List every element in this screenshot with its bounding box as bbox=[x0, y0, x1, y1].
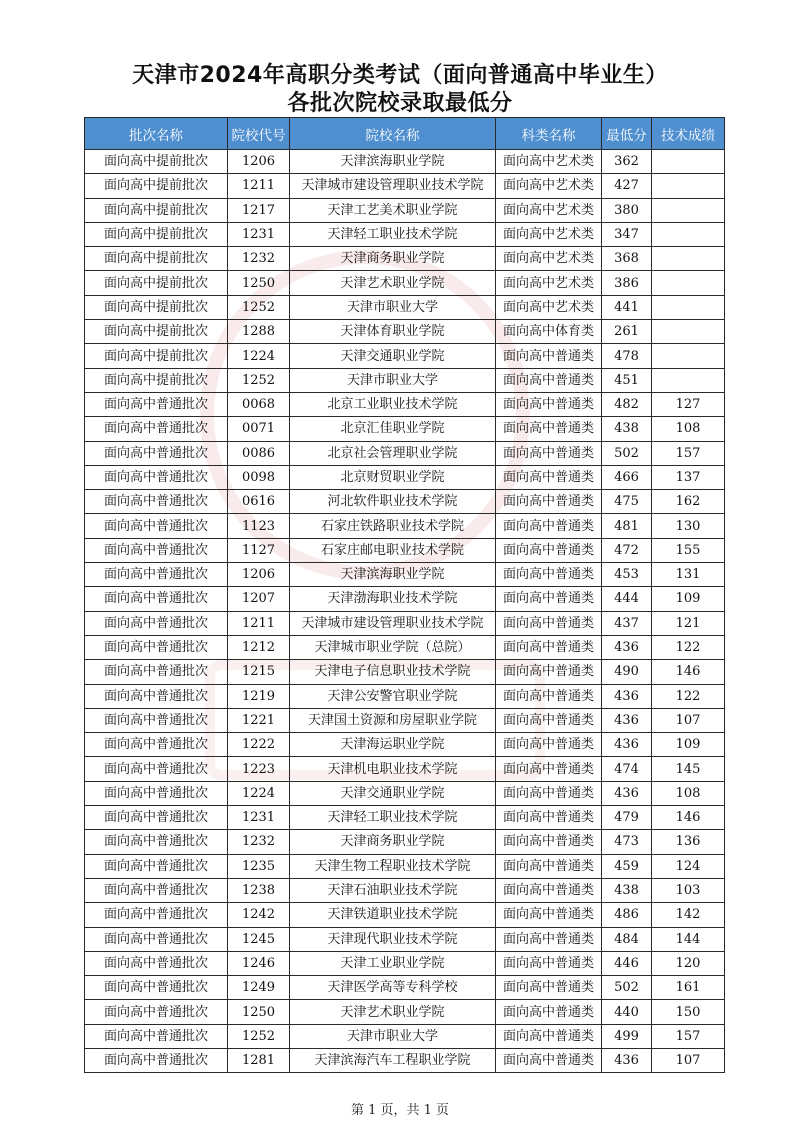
cell-school-code: 1238 bbox=[228, 878, 290, 902]
cell-min-score: 441 bbox=[602, 295, 652, 319]
cell-min-score: 440 bbox=[602, 1000, 652, 1024]
table-row bbox=[85, 295, 725, 319]
cell-school-code: 1288 bbox=[228, 320, 290, 344]
cell-category: 面向高中普通类 bbox=[496, 660, 602, 684]
cell-batch: 面向高中提前批次 bbox=[85, 344, 228, 368]
table-row bbox=[85, 781, 725, 805]
cell-school-code: 1232 bbox=[228, 830, 290, 854]
cell-tech-score: 120 bbox=[652, 951, 725, 975]
cell-tech-score bbox=[652, 271, 725, 295]
cell-min-score: 362 bbox=[602, 150, 652, 174]
cell-batch: 面向高中普通批次 bbox=[85, 563, 228, 587]
cell-school-name: 天津轻工职业技术学院 bbox=[290, 222, 496, 246]
cell-category: 面向高中普通类 bbox=[496, 830, 602, 854]
cell-tech-score: 124 bbox=[652, 854, 725, 878]
cell-tech-score: 145 bbox=[652, 757, 725, 781]
header-min-score: 最低分 bbox=[602, 118, 652, 150]
cell-category: 面向高中普通类 bbox=[496, 538, 602, 562]
table-row bbox=[85, 514, 725, 538]
cell-school-code: 1235 bbox=[228, 854, 290, 878]
cell-min-score: 436 bbox=[602, 733, 652, 757]
cell-tech-score bbox=[652, 174, 725, 198]
cell-category: 面向高中体育类 bbox=[496, 320, 602, 344]
cell-school-name: 天津艺术职业学院 bbox=[290, 1000, 496, 1024]
cell-min-score: 473 bbox=[602, 830, 652, 854]
cell-school-name: 河北软件职业技术学院 bbox=[290, 490, 496, 514]
cell-min-score: 380 bbox=[602, 198, 652, 222]
cell-school-name: 天津工业职业学院 bbox=[290, 951, 496, 975]
header-category: 科类名称 bbox=[496, 118, 602, 150]
table-row bbox=[85, 392, 725, 416]
cell-min-score: 438 bbox=[602, 417, 652, 441]
cell-category: 面向高中艺术类 bbox=[496, 271, 602, 295]
cell-min-score: 474 bbox=[602, 757, 652, 781]
cell-category: 面向高中艺术类 bbox=[496, 150, 602, 174]
cell-tech-score: 109 bbox=[652, 733, 725, 757]
cell-batch: 面向高中普通批次 bbox=[85, 927, 228, 951]
cell-tech-score: 107 bbox=[652, 708, 725, 732]
table-row bbox=[85, 150, 725, 174]
cell-tech-score: 131 bbox=[652, 563, 725, 587]
table-row bbox=[85, 733, 725, 757]
cell-school-code: 1207 bbox=[228, 587, 290, 611]
cell-min-score: 436 bbox=[602, 781, 652, 805]
cell-batch: 面向高中普通批次 bbox=[85, 878, 228, 902]
cell-batch: 面向高中普通批次 bbox=[85, 635, 228, 659]
page-footer: 第 1 页，共 1 页 bbox=[350, 1103, 450, 1118]
cell-school-code: 1242 bbox=[228, 903, 290, 927]
cell-school-name: 天津海运职业学院 bbox=[290, 733, 496, 757]
header-school-code: 院校代号 bbox=[228, 118, 290, 150]
table-row bbox=[85, 708, 725, 732]
table-row bbox=[85, 806, 725, 830]
cell-batch: 面向高中普通批次 bbox=[85, 733, 228, 757]
cell-min-score: 466 bbox=[602, 465, 652, 489]
table-row bbox=[85, 878, 725, 902]
cell-school-name: 天津市职业大学 bbox=[290, 295, 496, 319]
cell-batch: 面向高中普通批次 bbox=[85, 1000, 228, 1024]
cell-min-score: 436 bbox=[602, 635, 652, 659]
cell-category: 面向高中普通类 bbox=[496, 514, 602, 538]
cell-school-code: 1250 bbox=[228, 271, 290, 295]
cell-school-name: 天津轻工职业技术学院 bbox=[290, 806, 496, 830]
cell-category: 面向高中普通类 bbox=[496, 465, 602, 489]
cell-tech-score bbox=[652, 150, 725, 174]
cell-category: 面向高中普通类 bbox=[496, 1048, 602, 1072]
cell-school-name: 北京社会管理职业学院 bbox=[290, 441, 496, 465]
cell-category: 面向高中普通类 bbox=[496, 635, 602, 659]
cell-category: 面向高中艺术类 bbox=[496, 222, 602, 246]
cell-min-score: 427 bbox=[602, 174, 652, 198]
cell-batch: 面向高中普通批次 bbox=[85, 806, 228, 830]
cell-school-code: 1246 bbox=[228, 951, 290, 975]
cell-batch: 面向高中普通批次 bbox=[85, 757, 228, 781]
cell-school-name: 天津体育职业学院 bbox=[290, 320, 496, 344]
cell-tech-score bbox=[652, 368, 725, 392]
cell-min-score: 472 bbox=[602, 538, 652, 562]
cell-category: 面向高中普通类 bbox=[496, 781, 602, 805]
cell-school-name: 天津市职业大学 bbox=[290, 1024, 496, 1048]
cell-tech-score: 157 bbox=[652, 1024, 725, 1048]
cell-school-code: 1123 bbox=[228, 514, 290, 538]
cell-tech-score bbox=[652, 320, 725, 344]
cell-school-code: 1250 bbox=[228, 1000, 290, 1024]
cell-tech-score bbox=[652, 295, 725, 319]
cell-min-score: 502 bbox=[602, 441, 652, 465]
cell-school-code: 1206 bbox=[228, 563, 290, 587]
cell-min-score: 436 bbox=[602, 684, 652, 708]
cell-category: 面向高中普通类 bbox=[496, 757, 602, 781]
cell-school-code: 1221 bbox=[228, 708, 290, 732]
cell-min-score: 453 bbox=[602, 563, 652, 587]
cell-school-name: 天津滨海职业学院 bbox=[290, 563, 496, 587]
cell-school-name: 天津城市职业学院（总院） bbox=[290, 635, 496, 659]
cell-tech-score: 103 bbox=[652, 878, 725, 902]
cell-category: 面向高中普通类 bbox=[496, 1024, 602, 1048]
cell-school-name: 天津医学高等专科学校 bbox=[290, 976, 496, 1000]
cell-batch: 面向高中提前批次 bbox=[85, 368, 228, 392]
table-row bbox=[85, 635, 725, 659]
cell-tech-score: 122 bbox=[652, 635, 725, 659]
cell-batch: 面向高中普通批次 bbox=[85, 951, 228, 975]
cell-batch: 面向高中提前批次 bbox=[85, 295, 228, 319]
table-row bbox=[85, 587, 725, 611]
table-row bbox=[85, 684, 725, 708]
table-row bbox=[85, 976, 725, 1000]
cell-batch: 面向高中普通批次 bbox=[85, 903, 228, 927]
table-row bbox=[85, 903, 725, 927]
table-row bbox=[85, 757, 725, 781]
cell-category: 面向高中艺术类 bbox=[496, 295, 602, 319]
cell-school-code: 1232 bbox=[228, 247, 290, 271]
cell-batch: 面向高中普通批次 bbox=[85, 538, 228, 562]
cell-tech-score bbox=[652, 222, 725, 246]
cell-min-score: 481 bbox=[602, 514, 652, 538]
cell-school-name: 天津商务职业学院 bbox=[290, 247, 496, 271]
header-batch: 批次名称 bbox=[85, 118, 228, 150]
cell-tech-score bbox=[652, 198, 725, 222]
cell-tech-score bbox=[652, 344, 725, 368]
table-row bbox=[85, 271, 725, 295]
cell-category: 面向高中普通类 bbox=[496, 903, 602, 927]
table-row bbox=[85, 368, 725, 392]
cell-category: 面向高中普通类 bbox=[496, 417, 602, 441]
cell-category: 面向高中普通类 bbox=[496, 878, 602, 902]
cell-tech-score: 108 bbox=[652, 781, 725, 805]
table-row bbox=[85, 830, 725, 854]
cell-school-code: 1215 bbox=[228, 660, 290, 684]
cell-min-score: 490 bbox=[602, 660, 652, 684]
cell-school-name: 天津交通职业学院 bbox=[290, 781, 496, 805]
cell-batch: 面向高中普通批次 bbox=[85, 514, 228, 538]
cell-school-name: 天津艺术职业学院 bbox=[290, 271, 496, 295]
cell-batch: 面向高中普通批次 bbox=[85, 684, 228, 708]
cell-batch: 面向高中普通批次 bbox=[85, 587, 228, 611]
cell-batch: 面向高中提前批次 bbox=[85, 198, 228, 222]
cell-tech-score: 122 bbox=[652, 684, 725, 708]
cell-school-code: 1281 bbox=[228, 1048, 290, 1072]
cell-batch: 面向高中普通批次 bbox=[85, 976, 228, 1000]
cell-min-score: 451 bbox=[602, 368, 652, 392]
cell-batch: 面向高中普通批次 bbox=[85, 465, 228, 489]
cell-school-code: 1223 bbox=[228, 757, 290, 781]
cell-category: 面向高中普通类 bbox=[496, 587, 602, 611]
cell-school-name: 天津城市建设管理职业技术学院 bbox=[290, 611, 496, 635]
cell-batch: 面向高中提前批次 bbox=[85, 320, 228, 344]
cell-tech-score: 162 bbox=[652, 490, 725, 514]
table-body bbox=[85, 150, 725, 1073]
table-row bbox=[85, 611, 725, 635]
cell-tech-score: 144 bbox=[652, 927, 725, 951]
cell-batch: 面向高中提前批次 bbox=[85, 174, 228, 198]
cell-school-name: 天津现代职业技术学院 bbox=[290, 927, 496, 951]
cell-tech-score: 127 bbox=[652, 392, 725, 416]
cell-min-score: 436 bbox=[602, 1048, 652, 1072]
table-row bbox=[85, 538, 725, 562]
table-row bbox=[85, 563, 725, 587]
cell-category: 面向高中普通类 bbox=[496, 1000, 602, 1024]
cell-min-score: 499 bbox=[602, 1024, 652, 1048]
cell-school-code: 1224 bbox=[228, 344, 290, 368]
cell-school-code: 1249 bbox=[228, 976, 290, 1000]
header-school-name: 院校名称 bbox=[290, 118, 496, 150]
cell-category: 面向高中普通类 bbox=[496, 344, 602, 368]
table-row bbox=[85, 417, 725, 441]
table-row bbox=[85, 344, 725, 368]
cell-tech-score: 107 bbox=[652, 1048, 725, 1072]
page-title: 天津市2024年高职分类考试（面向普通高中毕业生） bbox=[132, 63, 668, 88]
cell-min-score: 475 bbox=[602, 490, 652, 514]
cell-school-code: 1224 bbox=[228, 781, 290, 805]
cell-tech-score: 108 bbox=[652, 417, 725, 441]
cell-batch: 面向高中普通批次 bbox=[85, 1048, 228, 1072]
cell-school-name: 石家庄邮电职业技术学院 bbox=[290, 538, 496, 562]
cell-school-name: 天津滨海汽车工程职业学院 bbox=[290, 1048, 496, 1072]
cell-min-score: 436 bbox=[602, 708, 652, 732]
cell-min-score: 347 bbox=[602, 222, 652, 246]
cell-tech-score: 146 bbox=[652, 806, 725, 830]
cell-batch: 面向高中普通批次 bbox=[85, 1024, 228, 1048]
cell-min-score: 386 bbox=[602, 271, 652, 295]
table-row bbox=[85, 1048, 725, 1072]
cell-school-name: 石家庄铁路职业技术学院 bbox=[290, 514, 496, 538]
cell-category: 面向高中普通类 bbox=[496, 854, 602, 878]
cell-batch: 面向高中普通批次 bbox=[85, 417, 228, 441]
cell-school-name: 天津市职业大学 bbox=[290, 368, 496, 392]
cell-school-code: 1231 bbox=[228, 222, 290, 246]
cell-min-score: 368 bbox=[602, 247, 652, 271]
cell-school-code: 0068 bbox=[228, 392, 290, 416]
cell-tech-score: 130 bbox=[652, 514, 725, 538]
cell-tech-score: 157 bbox=[652, 441, 725, 465]
cell-tech-score: 150 bbox=[652, 1000, 725, 1024]
cell-school-code: 0071 bbox=[228, 417, 290, 441]
cell-school-code: 1212 bbox=[228, 635, 290, 659]
cell-category: 面向高中艺术类 bbox=[496, 247, 602, 271]
table-row bbox=[85, 927, 725, 951]
cell-tech-score: 137 bbox=[652, 465, 725, 489]
table-row bbox=[85, 198, 725, 222]
cell-batch: 面向高中普通批次 bbox=[85, 708, 228, 732]
cell-category: 面向高中普通类 bbox=[496, 976, 602, 1000]
cell-school-name: 天津商务职业学院 bbox=[290, 830, 496, 854]
cell-category: 面向高中普通类 bbox=[496, 951, 602, 975]
cell-batch: 面向高中普通批次 bbox=[85, 611, 228, 635]
cell-min-score: 482 bbox=[602, 392, 652, 416]
cell-batch: 面向高中普通批次 bbox=[85, 830, 228, 854]
cell-category: 面向高中普通类 bbox=[496, 733, 602, 757]
table-row bbox=[85, 465, 725, 489]
cell-school-code: 1211 bbox=[228, 174, 290, 198]
cell-category: 面向高中普通类 bbox=[496, 708, 602, 732]
cell-school-code: 1217 bbox=[228, 198, 290, 222]
cell-category: 面向高中普通类 bbox=[496, 441, 602, 465]
cell-tech-score: 121 bbox=[652, 611, 725, 635]
table-row bbox=[85, 490, 725, 514]
cell-school-name: 天津公安警官职业学院 bbox=[290, 684, 496, 708]
table-row bbox=[85, 320, 725, 344]
cell-batch: 面向高中普通批次 bbox=[85, 781, 228, 805]
cell-school-code: 1206 bbox=[228, 150, 290, 174]
cell-min-score: 438 bbox=[602, 878, 652, 902]
page-subtitle: 各批次院校录取最低分 bbox=[287, 91, 513, 116]
cell-batch: 面向高中普通批次 bbox=[85, 392, 228, 416]
cell-school-code: 0098 bbox=[228, 465, 290, 489]
cell-tech-score: 161 bbox=[652, 976, 725, 1000]
cell-school-name: 天津电子信息职业技术学院 bbox=[290, 660, 496, 684]
cell-tech-score: 155 bbox=[652, 538, 725, 562]
table-header-row bbox=[85, 118, 725, 150]
cell-school-code: 1231 bbox=[228, 806, 290, 830]
cell-min-score: 446 bbox=[602, 951, 652, 975]
cell-school-code: 0616 bbox=[228, 490, 290, 514]
cell-school-name: 天津滨海职业学院 bbox=[290, 150, 496, 174]
cell-tech-score: 136 bbox=[652, 830, 725, 854]
cell-batch: 面向高中提前批次 bbox=[85, 150, 228, 174]
cell-school-name: 天津国土资源和房屋职业学院 bbox=[290, 708, 496, 732]
table-row bbox=[85, 247, 725, 271]
cell-min-score: 484 bbox=[602, 927, 652, 951]
cell-school-name: 天津铁道职业技术学院 bbox=[290, 903, 496, 927]
admission-score-table bbox=[84, 117, 725, 1073]
cell-school-code: 1211 bbox=[228, 611, 290, 635]
table-row bbox=[85, 441, 725, 465]
cell-category: 面向高中普通类 bbox=[496, 392, 602, 416]
cell-school-name: 天津机电职业技术学院 bbox=[290, 757, 496, 781]
cell-school-name: 天津交通职业学院 bbox=[290, 344, 496, 368]
cell-category: 面向高中普通类 bbox=[496, 806, 602, 830]
cell-batch: 面向高中普通批次 bbox=[85, 490, 228, 514]
cell-min-score: 478 bbox=[602, 344, 652, 368]
cell-school-code: 1252 bbox=[228, 1024, 290, 1048]
table-row bbox=[85, 1024, 725, 1048]
table-row bbox=[85, 660, 725, 684]
cell-school-name: 天津石油职业技术学院 bbox=[290, 878, 496, 902]
table-row bbox=[85, 174, 725, 198]
cell-min-score: 444 bbox=[602, 587, 652, 611]
cell-school-name: 天津工艺美术职业学院 bbox=[290, 198, 496, 222]
cell-min-score: 261 bbox=[602, 320, 652, 344]
cell-school-code: 1252 bbox=[228, 368, 290, 392]
cell-category: 面向高中普通类 bbox=[496, 563, 602, 587]
cell-school-code: 1127 bbox=[228, 538, 290, 562]
cell-category: 面向高中艺术类 bbox=[496, 198, 602, 222]
cell-school-name: 天津渤海职业技术学院 bbox=[290, 587, 496, 611]
cell-school-name: 天津生物工程职业技术学院 bbox=[290, 854, 496, 878]
cell-batch: 面向高中提前批次 bbox=[85, 247, 228, 271]
cell-school-code: 1222 bbox=[228, 733, 290, 757]
cell-school-name: 北京汇佳职业学院 bbox=[290, 417, 496, 441]
cell-min-score: 459 bbox=[602, 854, 652, 878]
cell-min-score: 486 bbox=[602, 903, 652, 927]
cell-tech-score: 109 bbox=[652, 587, 725, 611]
cell-batch: 面向高中提前批次 bbox=[85, 271, 228, 295]
cell-min-score: 437 bbox=[602, 611, 652, 635]
cell-min-score: 502 bbox=[602, 976, 652, 1000]
cell-category: 面向高中普通类 bbox=[496, 368, 602, 392]
cell-category: 面向高中普通类 bbox=[496, 490, 602, 514]
table-row bbox=[85, 854, 725, 878]
cell-tech-score bbox=[652, 247, 725, 271]
cell-school-name: 北京财贸职业学院 bbox=[290, 465, 496, 489]
cell-category: 面向高中普通类 bbox=[496, 684, 602, 708]
cell-school-name: 北京工业职业技术学院 bbox=[290, 392, 496, 416]
cell-batch: 面向高中普通批次 bbox=[85, 854, 228, 878]
cell-min-score: 479 bbox=[602, 806, 652, 830]
cell-school-code: 1245 bbox=[228, 927, 290, 951]
cell-school-code: 0086 bbox=[228, 441, 290, 465]
cell-category: 面向高中艺术类 bbox=[496, 174, 602, 198]
cell-school-code: 1252 bbox=[228, 295, 290, 319]
header-tech-score: 技术成绩 bbox=[652, 118, 725, 150]
cell-school-code: 1219 bbox=[228, 684, 290, 708]
cell-category: 面向高中普通类 bbox=[496, 927, 602, 951]
cell-tech-score: 146 bbox=[652, 660, 725, 684]
table-row bbox=[85, 222, 725, 246]
table-row bbox=[85, 1000, 725, 1024]
cell-tech-score: 142 bbox=[652, 903, 725, 927]
cell-batch: 面向高中普通批次 bbox=[85, 441, 228, 465]
table-row bbox=[85, 951, 725, 975]
cell-school-name: 天津城市建设管理职业技术学院 bbox=[290, 174, 496, 198]
cell-batch: 面向高中普通批次 bbox=[85, 660, 228, 684]
cell-batch: 面向高中提前批次 bbox=[85, 222, 228, 246]
cell-category: 面向高中普通类 bbox=[496, 611, 602, 635]
